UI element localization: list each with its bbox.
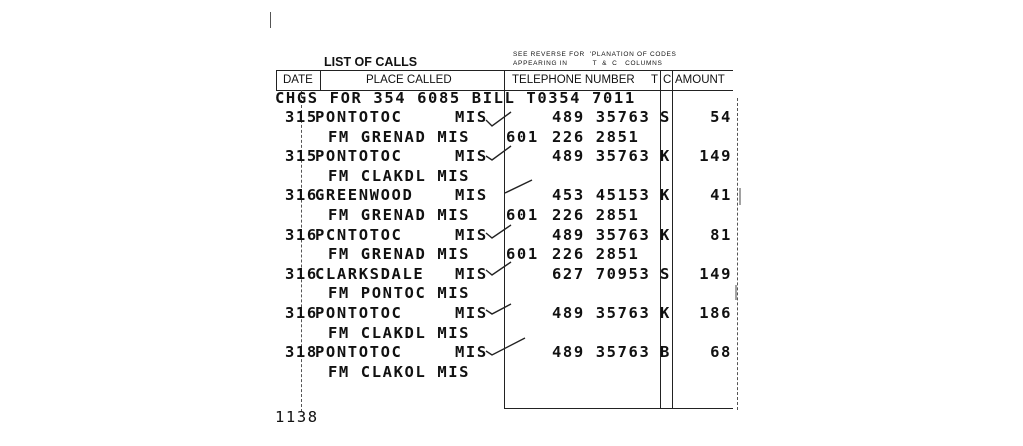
row-phone-number: 226 2851	[552, 245, 640, 264]
row-area-code: 601	[506, 245, 539, 264]
row-place: PONTOTOC	[315, 108, 403, 126]
row-state: MIS	[455, 186, 488, 205]
codes-note-line1: SEE REVERSE FOR 'PLANATION OF CODES	[513, 51, 677, 58]
row-amount: 41	[710, 186, 732, 205]
row-amount: 68	[710, 343, 732, 362]
row-phone-number: 226 2851	[552, 127, 640, 146]
charge-line: CHGS FOR 354 6085 BILL T0354 7011	[275, 89, 636, 107]
row-from-place: FM CLAKDL MIS	[328, 323, 471, 342]
row-phone-number: 489 35763	[552, 108, 651, 126]
row-phone-number: 489 35763	[552, 343, 651, 362]
header-telephone-number: TELEPHONE NUMBER	[512, 74, 635, 86]
check-mark	[505, 180, 532, 193]
row-place: PONTOTOC	[315, 304, 403, 322]
row-place: CLARKSDALE	[315, 264, 425, 283]
row-date: 318	[285, 343, 318, 362]
row-state: MIS	[455, 147, 488, 166]
row-t-code: K	[660, 147, 671, 166]
row-t-code: B	[660, 343, 671, 362]
row-from-place: FM CLAKDL MIS	[328, 166, 471, 185]
row-date: 316	[285, 186, 318, 205]
list-title: LIST OF CALLS	[324, 55, 418, 69]
row-phone-number: 453 45153	[552, 186, 651, 205]
row-state: MIS	[455, 343, 488, 362]
row-date: 316	[285, 304, 318, 322]
header-date: DATE	[283, 74, 313, 86]
check-mark	[486, 112, 511, 126]
codes-note-line2: APPEARING IN T & C COLUMNS	[513, 60, 663, 67]
row-amount: 186	[699, 304, 732, 322]
row-t-code: K	[660, 186, 671, 205]
page-number: 1138	[275, 408, 319, 426]
header-amount: AMOUNT	[675, 74, 725, 86]
check-mark	[486, 304, 511, 314]
row-phone-number: 489 35763	[552, 304, 651, 322]
row-from-place: FM CLAKOL MIS	[328, 362, 471, 381]
row-amount: 81	[710, 225, 732, 244]
header-c: C	[663, 74, 672, 86]
row-from-place: FM GRENAD MIS	[328, 127, 471, 146]
row-date: 316	[285, 225, 318, 244]
row-from-place: FM GRENAD MIS	[328, 206, 471, 224]
row-state: MIS	[455, 108, 488, 126]
row-state: MIS	[455, 225, 488, 244]
row-amount: 149	[699, 264, 732, 283]
row-phone-number: 627 70953	[552, 264, 651, 283]
header-t: T	[651, 74, 659, 86]
check-mark	[486, 146, 511, 160]
row-amount: 54	[710, 108, 732, 126]
row-area-code: 601	[506, 206, 539, 224]
row-place: PCNTOTOC	[315, 225, 403, 244]
check-mark	[486, 338, 525, 355]
row-state: MIS	[455, 304, 488, 322]
row-place: PONTOTOC	[315, 343, 403, 362]
row-t-code: S	[660, 108, 671, 126]
row-place: GREENWOOD	[315, 186, 414, 205]
row-from-place: FM GRENAD MIS	[328, 245, 471, 264]
row-phone-number: 226 2851	[552, 206, 640, 224]
row-t-code: K	[660, 225, 671, 244]
row-t-code: K	[660, 304, 671, 322]
row-phone-number: 489 35763	[552, 225, 651, 244]
check-mark	[486, 262, 511, 275]
row-from-place: FM PONTOC MIS	[328, 284, 471, 303]
row-date: 315	[285, 108, 318, 126]
row-date: 315	[285, 147, 318, 166]
row-state: MIS	[455, 264, 488, 283]
row-amount: 149	[699, 147, 732, 166]
row-place: PONTOTOC	[315, 147, 403, 166]
row-t-code: S	[660, 264, 671, 283]
header-place-called: PLACE CALLED	[366, 74, 452, 86]
row-phone-number: 489 35763	[552, 147, 651, 166]
row-area-code: 601	[506, 127, 539, 146]
check-mark	[486, 225, 511, 238]
row-date: 316	[285, 264, 318, 283]
